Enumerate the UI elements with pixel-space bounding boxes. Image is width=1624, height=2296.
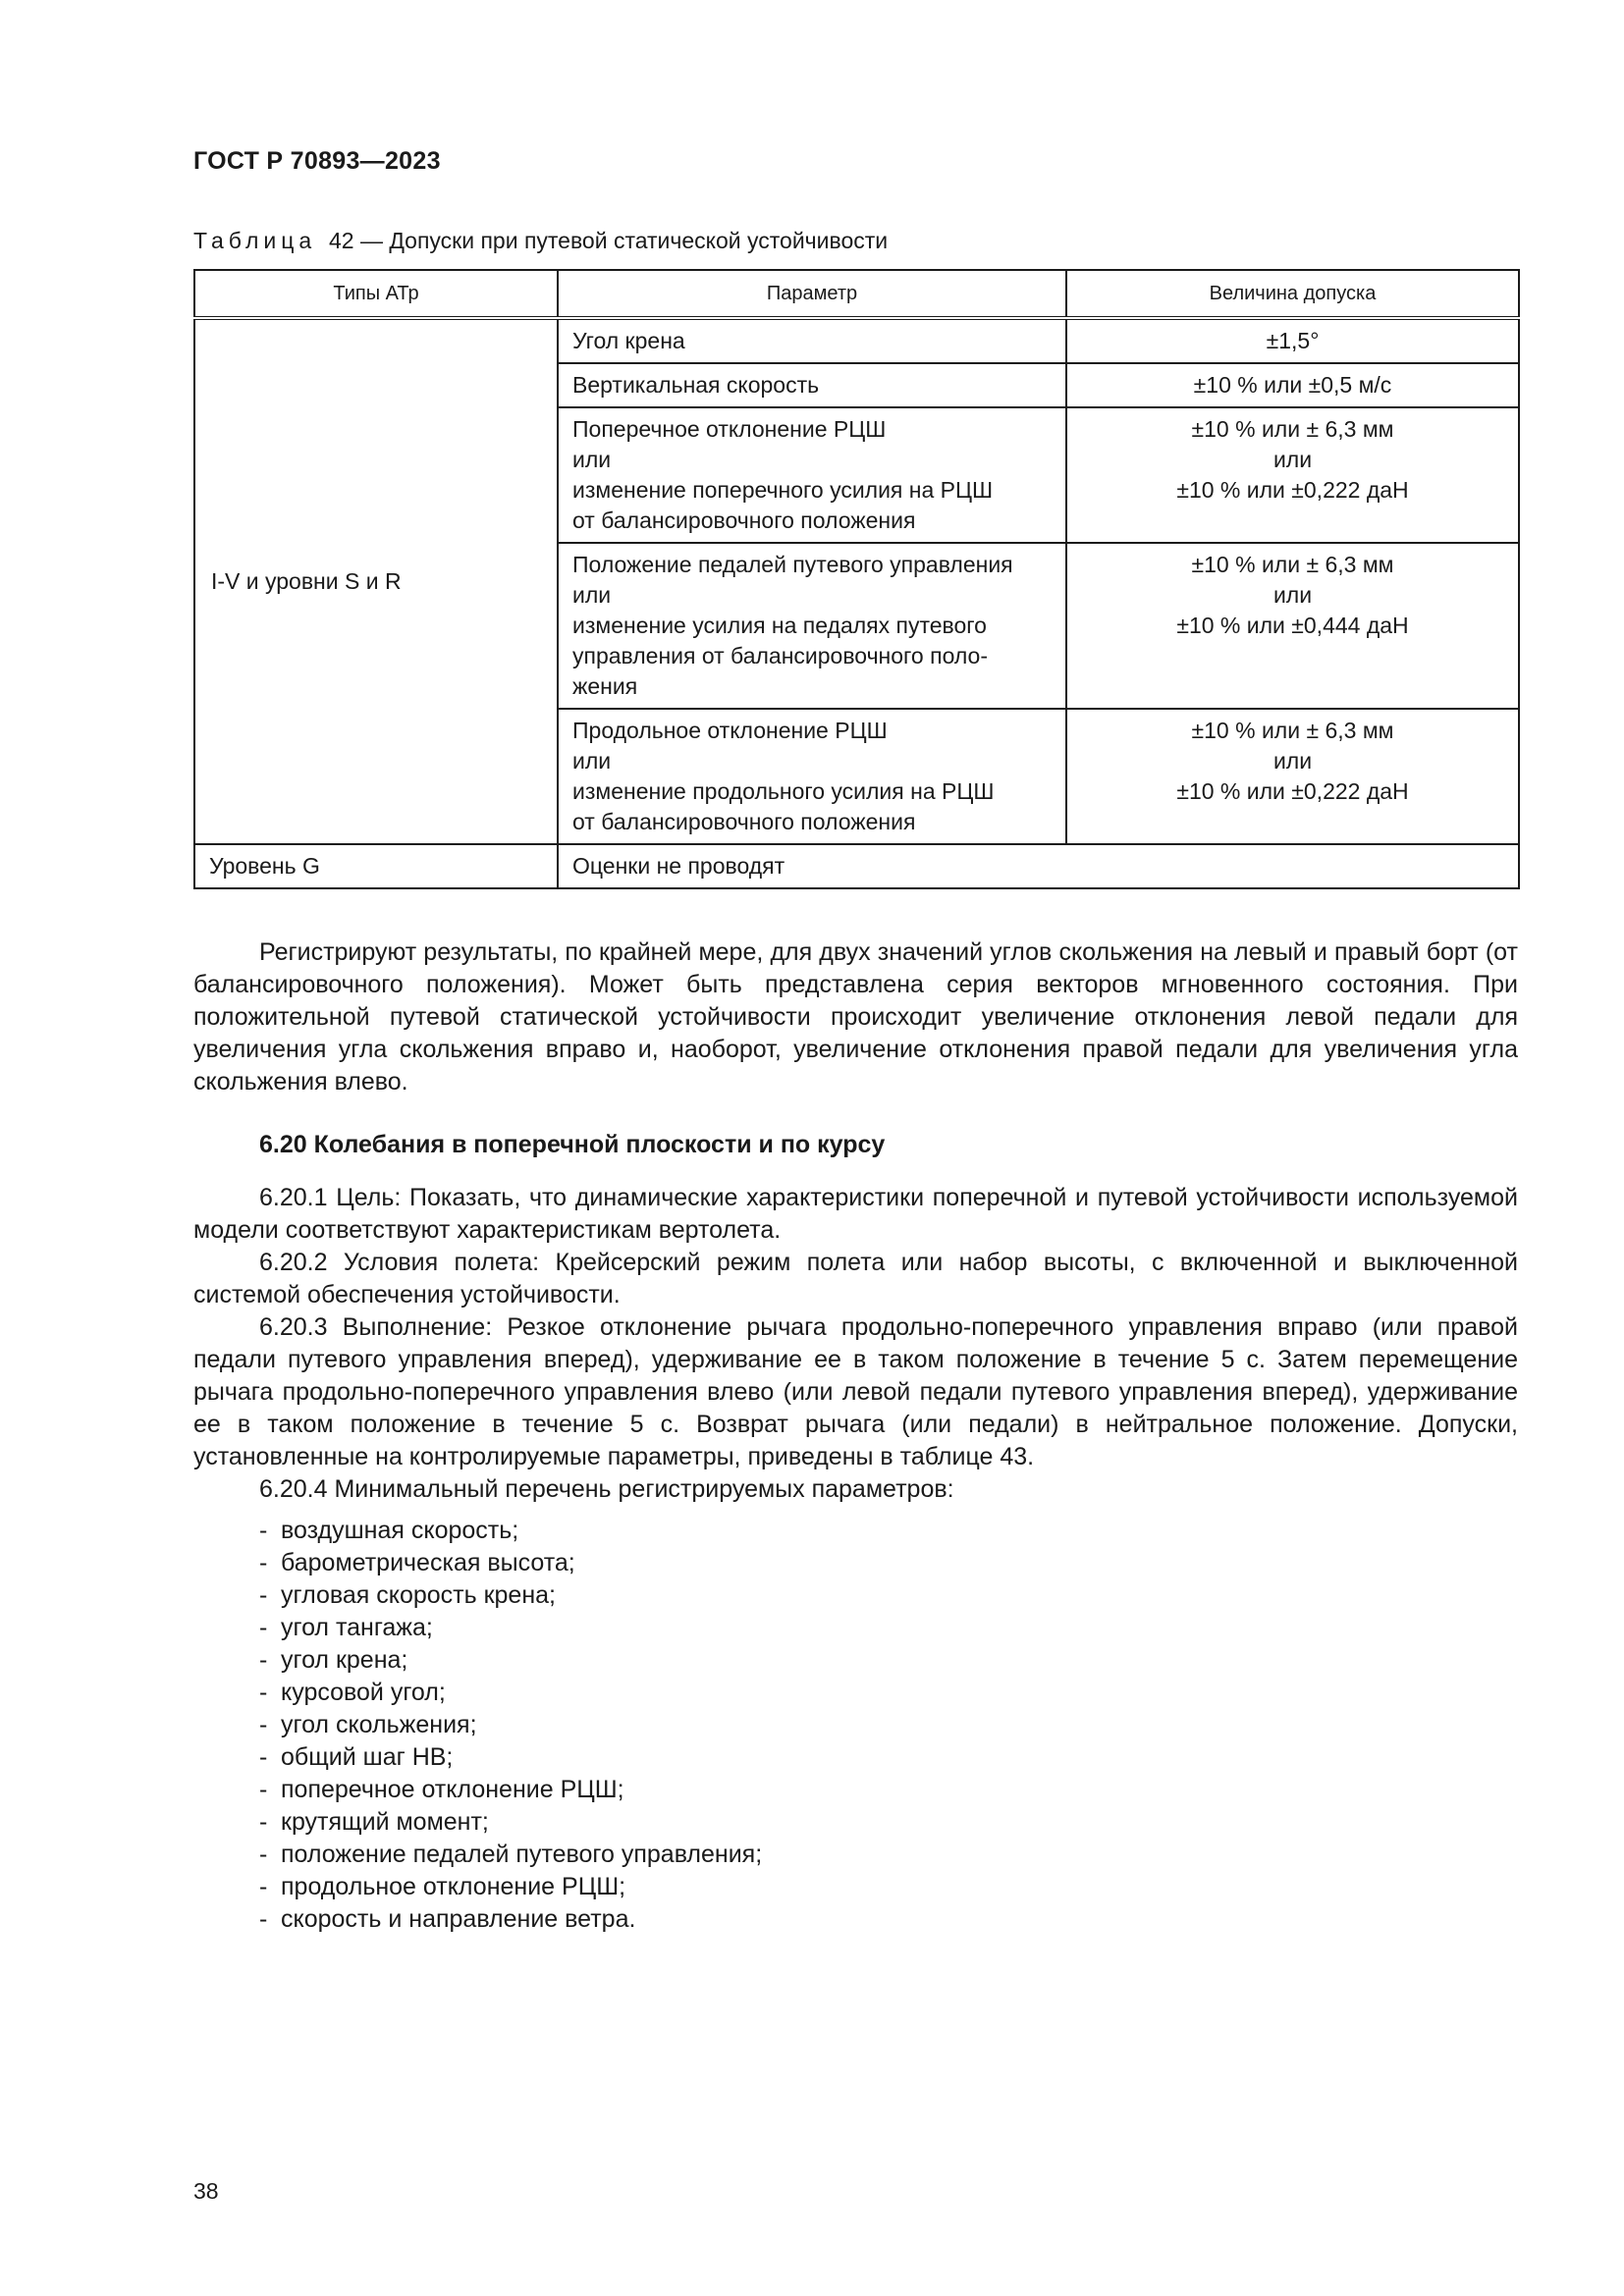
param-cell	[558, 363, 1066, 407]
value-line: ±1,5°	[1266, 328, 1320, 353]
table-caption-title: 42 — Допуски при путевой статической устойчивости	[328, 228, 889, 253]
param-line: Вертикальная скорость	[572, 372, 820, 398]
param-cell	[558, 543, 1066, 709]
list-item: - угол крена;	[259, 1646, 408, 1674]
param-line: Поперечное отклонение РЦШ	[572, 416, 887, 442]
tolerance-table	[193, 269, 1520, 889]
document-code: ГОСТ Р 70893—2023	[193, 147, 441, 175]
param-line: Угол крена	[572, 328, 685, 353]
value-line: ±10 % или ±0,5 м/с	[1193, 372, 1392, 398]
page-number: 38	[193, 2178, 219, 2204]
value-cell	[1066, 318, 1519, 363]
table-row	[194, 844, 1519, 888]
value-line: ±10 % или ±0,222 даН	[1176, 778, 1409, 804]
table-header-row	[194, 270, 1519, 318]
value-line: или	[1272, 748, 1313, 774]
table-caption-word: Таблица	[193, 228, 317, 253]
param-line: или	[572, 748, 612, 774]
param-line: жения	[572, 673, 638, 699]
list-item: - положение педалей путевого управления;	[259, 1841, 763, 1868]
column-header-tolerance: Величина допуска	[1066, 270, 1519, 318]
value-line: или	[1272, 582, 1313, 608]
parameter-list	[259, 1515, 762, 1936]
list-item: - общий шаг НВ;	[259, 1743, 454, 1771]
param-cell: Оценки не проводят	[558, 844, 1519, 888]
paragraph-parameters-intro: 6.20.4 Минимальный перечень регистрируемых параметров:	[259, 1475, 954, 1503]
value-cell	[1066, 709, 1519, 844]
param-line: от балансировочного положения	[572, 507, 916, 533]
value-line: ±10 % или ± 6,3 мм	[1191, 552, 1394, 577]
section-body	[193, 1182, 1518, 1506]
param-line: от балансировочного положения	[572, 809, 916, 834]
value-line: ±10 % или ± 6,3 мм	[1191, 416, 1394, 442]
list-item: - угол тангажа;	[259, 1614, 433, 1641]
param-line: Продольное отклонение РЦШ	[572, 718, 888, 743]
column-header-types: Типы АТр	[194, 270, 558, 318]
param-cell	[558, 318, 1066, 363]
param-line: изменение продольного усилия на РЦШ	[572, 778, 995, 804]
section-heading: 6.20 Колебания в поперечной плоскости и по курсу	[259, 1131, 886, 1158]
list-item: - угловая скорость крена;	[259, 1581, 556, 1609]
list-item: - барометрическая высота;	[259, 1549, 575, 1576]
list-item: - угол скольжения;	[259, 1711, 477, 1738]
paragraph-conditions: 6.20.2 Условия полета: Крейсерский режим полета или набор высоты, с включенной и выключенной системой обеспечения устойчивости.	[193, 1249, 1518, 1308]
column-header-parameter: Параметр	[558, 270, 1066, 318]
list-item: - курсовой угол;	[259, 1679, 446, 1706]
table-caption	[193, 228, 888, 254]
paragraph-execution: 6.20.3 Выполнение: Резкое отклонение рычага продольно-поперечного управления вправо (или правой педали путевого управления вперед), удерживание ее в таком положение в течение 5 с. Затем перемещение рычага продольно-поперечного управления влево (или левой педали путевого управления вперед), удерживание ее в таком положение в течение 5 с. Возврат рычага (или педали) в нейтральное положение. Допуски, установленные на контролируемые параметры, приведены в таблице 43.	[193, 1313, 1518, 1470]
list-item: - воздушная скорость;	[259, 1517, 519, 1544]
paragraph-after-table: Регистрируют результаты, по крайней мере, для двух значений углов скольжения на левый и правый борт (от балансировочного положения). Может быть представлена серия векторов мгновенного состояния. При положительной путевой статической устойчивости происходит увеличение отклонения левой педали для увеличения угла скольжения вправо и, наоборот, увеличение отклонения правой педали для увеличения угла скольжения влево.	[193, 938, 1518, 1095]
types-group-cell: I-V и уровни S и R	[194, 318, 558, 844]
list-item: - продольное отклонение РЦШ;	[259, 1873, 626, 1900]
param-line: Положение педалей путевого управления	[572, 552, 1013, 577]
value-line: ±10 % или ± 6,3 мм	[1191, 718, 1394, 743]
value-line: ±10 % или ±0,222 даН	[1176, 477, 1409, 503]
list-item: - поперечное отклонение РЦШ;	[259, 1776, 624, 1803]
param-line: изменение усилия на педалях путевого	[572, 613, 987, 638]
param-line: или	[572, 447, 612, 472]
value-line: ±10 % или ±0,444 даН	[1176, 613, 1409, 638]
param-line: управления от балансировочного поло-	[572, 643, 988, 668]
param-cell	[558, 709, 1066, 844]
value-cell	[1066, 543, 1519, 709]
param-line: или	[572, 582, 612, 608]
value-line: или	[1272, 447, 1313, 472]
type-cell: Уровень G	[194, 844, 558, 888]
table-row	[194, 318, 1519, 363]
value-cell	[1066, 407, 1519, 543]
param-cell	[558, 407, 1066, 543]
value-cell	[1066, 363, 1519, 407]
param-line: изменение поперечного усилия на РЦШ	[572, 477, 994, 503]
paragraph-goal: 6.20.1 Цель: Показать, что динамические характеристики поперечной и путевой устойчивости используемой модели соответствуют характеристикам вертолета.	[193, 1184, 1518, 1244]
list-item: - скорость и направление ветра.	[259, 1905, 636, 1933]
list-item: - крутящий момент;	[259, 1808, 489, 1836]
